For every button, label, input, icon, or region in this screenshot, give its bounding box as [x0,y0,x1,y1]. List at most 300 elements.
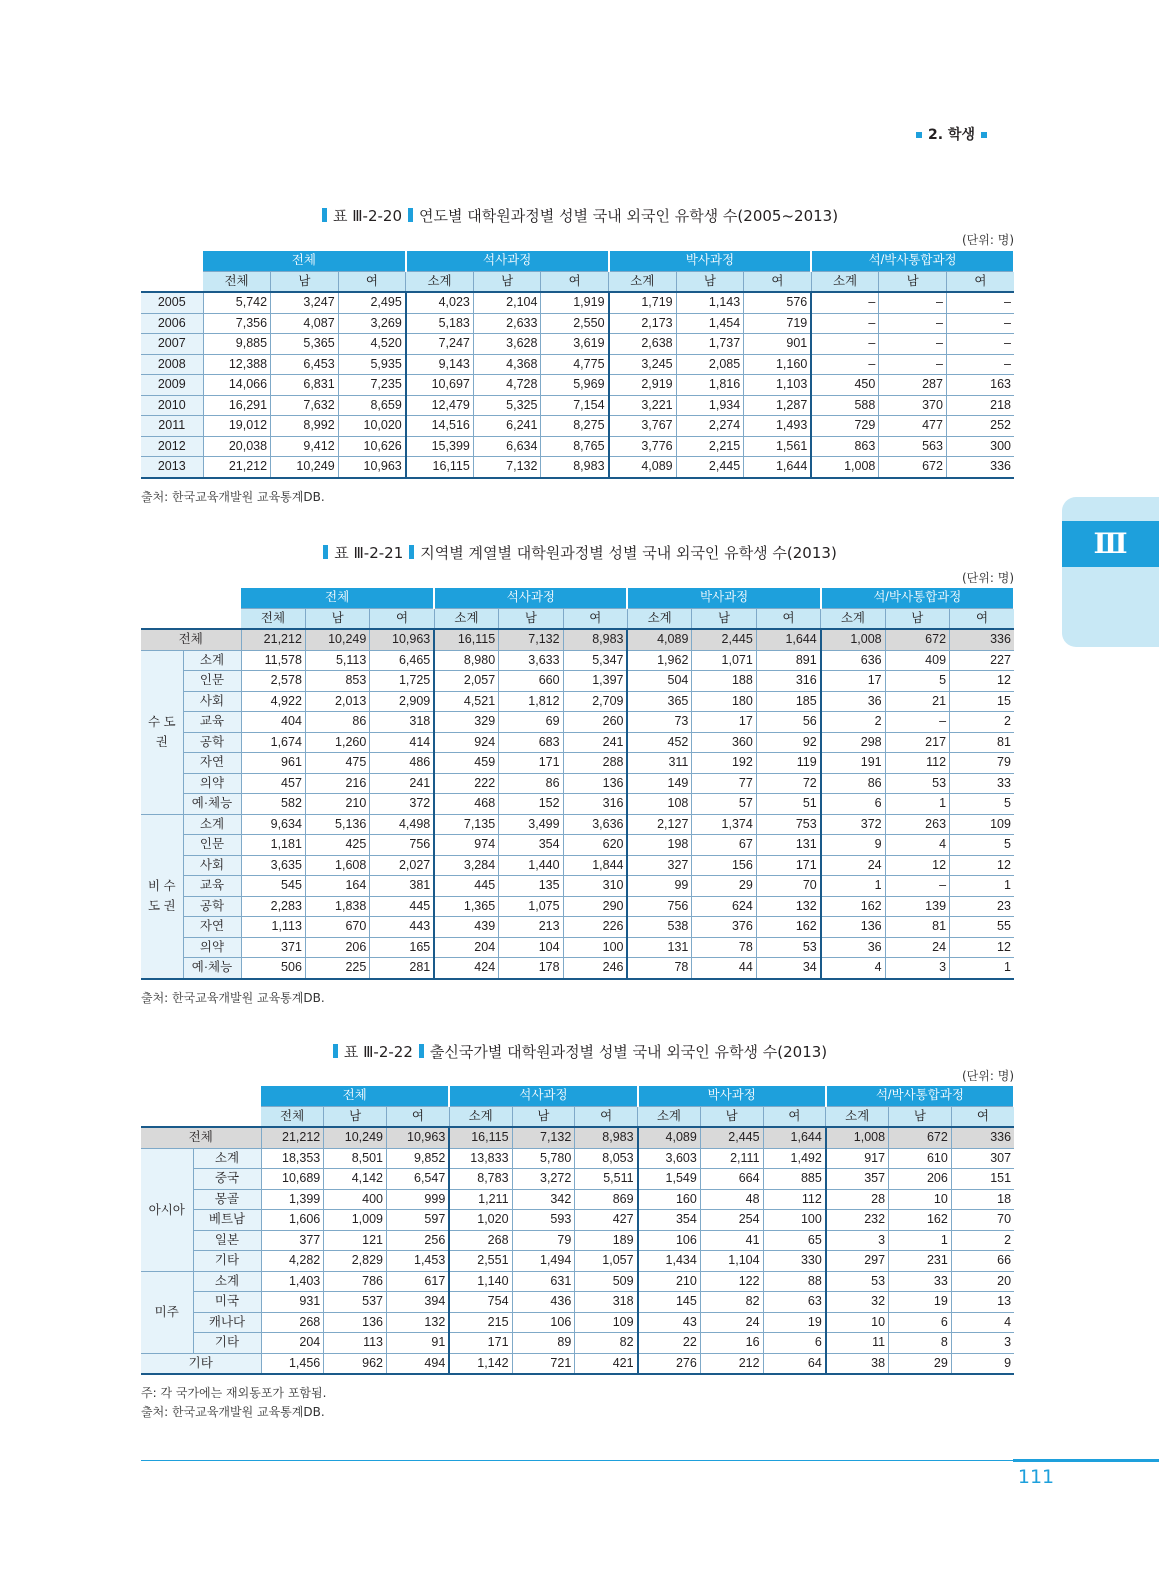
row-label: 2010 [141,395,203,416]
data-cell: 188 [692,671,756,692]
data-cell: 756 [627,896,691,917]
data-cell: 4 [951,1312,1014,1333]
data-cell: 16,115 [434,629,498,650]
data-cell: 10,626 [338,436,406,457]
header-row [141,1086,1014,1106]
column-header: 여 [951,1106,1014,1127]
column-header: 남 [324,1106,387,1127]
data-cell: 10,963 [370,629,434,650]
data-cell: 12,479 [406,395,474,416]
table-row [141,1353,1014,1374]
data-cell: 445 [434,876,498,897]
data-cell: 1,456 [261,1353,324,1374]
data-cell: 122 [700,1271,763,1292]
data-cell: 218 [946,395,1014,416]
data-cell: 210 [638,1271,701,1292]
data-cell: 53 [756,937,820,958]
table3-number: 표 Ⅲ-2-22 [343,1043,413,1061]
data-cell: 23 [950,896,1014,917]
row-label: 공학 [183,732,241,753]
table-row [141,773,1014,794]
column-header: 소계 [638,1106,701,1127]
data-cell: 1,494 [512,1251,575,1272]
data-cell: 16 [700,1333,763,1354]
data-cell: 1,644 [756,629,820,650]
data-cell: 79 [512,1230,575,1251]
group-header: 전체 [203,251,406,271]
data-cell: 336 [951,1127,1014,1148]
data-cell: 6 [889,1312,952,1333]
data-cell: 5 [950,835,1014,856]
data-cell: 1,492 [763,1148,826,1169]
data-cell: 3,284 [434,855,498,876]
column-header: 소계 [406,271,474,292]
data-cell: 3,776 [609,436,677,457]
data-cell: 14,066 [203,375,271,396]
data-cell: 1,142 [449,1353,512,1374]
data-cell: 8,053 [575,1148,638,1169]
data-cell: 1,919 [541,292,609,313]
data-cell: 57 [692,794,756,815]
row-label: 기타 [193,1333,261,1354]
group-header: 석/박사통합과정 [821,588,1014,608]
group-label: 아시아 [141,1148,193,1271]
data-cell: 2,550 [541,313,609,334]
data-cell: 576 [744,292,812,313]
table-row [141,650,1014,671]
data-cell: 204 [261,1333,324,1354]
data-cell: – [879,292,947,313]
data-cell: 3,628 [473,334,541,355]
data-cell: 670 [305,917,369,938]
data-cell: 1,934 [676,395,744,416]
data-cell: 106 [638,1230,701,1251]
column-header: 여 [338,271,406,292]
data-cell: 2,495 [338,292,406,313]
data-cell: 931 [261,1292,324,1313]
data-cell: 1,071 [692,650,756,671]
group-header: 석사과정 [449,1086,637,1106]
data-cell: 18 [951,1189,1014,1210]
data-cell: 17 [821,671,885,692]
row-label: 중국 [193,1169,261,1190]
data-cell: 241 [370,773,434,794]
data-cell: 3,269 [338,313,406,334]
data-cell: 597 [387,1210,450,1231]
row-label: 베트남 [193,1210,261,1231]
title-bar-icon [408,208,413,222]
data-cell: 1,075 [499,896,563,917]
data-cell: 7,135 [434,814,498,835]
data-cell: 28 [826,1189,889,1210]
data-cell: 8,275 [541,416,609,437]
data-cell: 4,282 [261,1251,324,1272]
group-label: 미주 [141,1271,193,1353]
data-cell: 1,008 [826,1127,889,1148]
row-label: 미국 [193,1292,261,1313]
data-cell: 342 [512,1189,575,1210]
table-row [141,855,1014,876]
data-cell: 1 [889,1230,952,1251]
data-cell: 163 [946,375,1014,396]
data-cell: 3,247 [271,292,339,313]
data-cell: – [811,313,879,334]
data-cell: 424 [434,958,498,979]
data-cell: – [885,712,949,733]
data-cell: 459 [434,753,498,774]
data-cell: 786 [324,1271,387,1292]
data-cell: 20,038 [203,436,271,457]
data-cell: 21,212 [261,1127,324,1148]
data-cell: 70 [756,876,820,897]
header-blank [141,588,241,629]
data-cell: 14,516 [406,416,474,437]
group-header: 석/박사통합과정 [811,251,1014,271]
group-header: 석/박사통합과정 [826,1086,1014,1106]
data-cell: 73 [627,712,691,733]
data-cell: 1,440 [499,855,563,876]
data-cell: 1,812 [499,691,563,712]
data-cell: 32 [826,1292,889,1313]
table-row [141,794,1014,815]
data-cell: 354 [638,1210,701,1231]
data-cell: 99 [627,876,691,897]
column-header: 소계 [449,1106,512,1127]
data-cell: 2,551 [449,1251,512,1272]
table-row [141,354,1014,375]
data-cell: 86 [305,712,369,733]
table1-number: 표 Ⅲ-2-20 [332,207,403,225]
data-cell: – [879,313,947,334]
data-cell: 10 [826,1312,889,1333]
column-header: 남 [676,271,744,292]
data-cell: 78 [692,937,756,958]
column-header: 여 [763,1106,826,1127]
data-cell: 151 [951,1169,1014,1190]
table1-title [141,205,1013,226]
header-row [141,588,1014,608]
header-blank [141,251,203,292]
column-header: 남 [512,1106,575,1127]
data-cell: 1,399 [261,1189,324,1210]
data-cell: 9 [951,1353,1014,1374]
data-cell: 4,521 [434,691,498,712]
data-cell: 4,498 [370,814,434,835]
data-cell: 135 [499,876,563,897]
data-cell: 86 [821,773,885,794]
data-cell: 2,909 [370,691,434,712]
data-cell: 5 [950,794,1014,815]
row-label: 자연 [183,917,241,938]
data-cell: 178 [499,958,563,979]
data-cell: 6 [821,794,885,815]
data-cell: 104 [499,937,563,958]
data-cell: 404 [241,712,305,733]
data-cell: 2,919 [609,375,677,396]
data-cell: 79 [950,753,1014,774]
chapter-tab[interactable] [1062,497,1159,647]
data-cell: 8,983 [575,1127,638,1148]
data-cell: – [946,354,1014,375]
row-label: 2008 [141,354,203,375]
data-cell: 8,983 [541,457,609,478]
data-cell: 162 [821,896,885,917]
table2-number: 표 Ⅲ-2-21 [334,544,404,562]
data-cell: 136 [324,1312,387,1333]
table-row [141,876,1014,897]
data-cell: 660 [499,671,563,692]
data-cell: 4,089 [609,457,677,478]
data-cell: 180 [692,691,756,712]
table-row [141,814,1014,835]
data-cell: 901 [744,334,812,355]
column-header: 전체 [241,608,305,629]
data-cell: 683 [499,732,563,753]
data-cell: 1,493 [744,416,812,437]
data-cell: 17 [692,712,756,733]
data-cell: 88 [763,1271,826,1292]
data-cell: 100 [763,1210,826,1231]
data-cell: 206 [889,1169,952,1190]
table-row [141,1189,1014,1210]
data-cell: 1,008 [821,629,885,650]
data-cell: 1 [885,794,949,815]
data-cell: 10,963 [387,1127,450,1148]
table2 [141,588,1015,980]
table1-source: 출처: 한국교육개발원 교육통계DB. [141,490,325,504]
data-cell: 100 [563,937,627,958]
data-cell: 222 [434,773,498,794]
data-cell: 44 [692,958,756,979]
data-cell: 5,742 [203,292,271,313]
group-header: 박사과정 [609,251,812,271]
data-cell: 610 [889,1148,952,1169]
data-cell: 425 [305,835,369,856]
data-cell: 162 [889,1210,952,1231]
data-cell: 225 [305,958,369,979]
data-cell: 112 [763,1189,826,1210]
data-cell: 1,374 [692,814,756,835]
data-cell: 1,287 [744,395,812,416]
data-cell: – [879,354,947,375]
data-cell: 468 [434,794,498,815]
data-cell: 439 [434,917,498,938]
data-cell: 64 [763,1353,826,1374]
data-cell: 1,725 [370,671,434,692]
data-cell: 160 [638,1189,701,1210]
data-cell: 477 [879,416,947,437]
data-cell: 3,603 [638,1148,701,1169]
data-cell: 198 [627,835,691,856]
data-cell: 36 [821,691,885,712]
table-row [141,1230,1014,1251]
data-cell: 216 [305,773,369,794]
data-cell: 486 [370,753,434,774]
data-cell: 1,674 [241,732,305,753]
data-cell: 452 [627,732,691,753]
data-cell: 494 [387,1353,450,1374]
data-cell: 370 [879,395,947,416]
data-cell: 254 [700,1210,763,1231]
data-cell: 664 [700,1169,763,1190]
row-label: 일본 [193,1230,261,1251]
data-cell: 537 [324,1292,387,1313]
data-cell: 1,103 [744,375,812,396]
data-cell: 252 [946,416,1014,437]
data-cell: 77 [692,773,756,794]
data-cell: 217 [885,732,949,753]
data-cell: 213 [499,917,563,938]
data-cell: 414 [370,732,434,753]
data-cell: 112 [885,753,949,774]
data-cell: – [946,313,1014,334]
data-cell: – [811,292,879,313]
data-cell: 139 [885,896,949,917]
data-cell: 260 [563,712,627,733]
table-row [141,1169,1014,1190]
table-row [141,457,1014,478]
data-cell: 3 [951,1333,1014,1354]
data-cell: 78 [627,958,691,979]
data-cell: 1,608 [305,855,369,876]
data-cell: 885 [763,1169,826,1190]
table-row [141,671,1014,692]
data-cell: 961 [241,753,305,774]
data-cell: 2 [951,1230,1014,1251]
data-cell: 617 [387,1271,450,1292]
column-header: 소계 [434,608,498,629]
column-header: 남 [889,1106,952,1127]
data-cell: 4,922 [241,691,305,712]
data-cell: 2,633 [473,313,541,334]
column-header: 여 [541,271,609,292]
data-cell: 1,737 [676,334,744,355]
table1-caption: 연도별 대학원과정별 성별 국내 외국인 유학생 수(2005~2013) [419,207,839,225]
data-cell: 754 [449,1292,512,1313]
data-cell: 636 [821,650,885,671]
data-cell: 8,501 [324,1148,387,1169]
data-cell: 5,511 [575,1169,638,1190]
data-cell: 4,087 [271,313,339,334]
data-cell: 53 [826,1271,889,1292]
data-cell: 1,104 [700,1251,763,1272]
table-row [141,1210,1014,1231]
row-label: 전체 [141,629,241,650]
square-icon [916,132,922,138]
data-cell: 13,833 [449,1148,512,1169]
data-cell: 89 [512,1333,575,1354]
table3-note: 주: 각 국가에는 재외동포가 포함됨. [141,1386,327,1400]
table-row [141,334,1014,355]
row-label: 소계 [183,650,241,671]
data-cell: 672 [879,457,947,478]
table-row [141,436,1014,457]
row-label: 2005 [141,292,203,313]
data-cell: 9,885 [203,334,271,355]
data-cell: 20 [951,1271,1014,1292]
row-label: 전체 [141,1127,261,1148]
data-cell: 2,638 [609,334,677,355]
data-cell: 311 [627,753,691,774]
data-cell: 1,057 [575,1251,638,1272]
data-cell: 891 [756,650,820,671]
data-cell: 82 [575,1333,638,1354]
data-cell: 2,085 [676,354,744,375]
data-cell: 9,852 [387,1148,450,1169]
data-cell: 215 [449,1312,512,1333]
data-cell: 1,181 [241,835,305,856]
data-cell: 307 [951,1148,1014,1169]
column-header: 남 [700,1106,763,1127]
table-row [141,395,1014,416]
data-cell: 108 [627,794,691,815]
data-cell: 10,963 [338,457,406,478]
data-cell: 316 [756,671,820,692]
data-cell: 2,173 [609,313,677,334]
data-cell: 863 [811,436,879,457]
table3 [141,1086,1015,1375]
data-cell: 246 [563,958,627,979]
data-cell: 506 [241,958,305,979]
data-cell: 145 [638,1292,701,1313]
data-cell: 3,499 [499,814,563,835]
table-row [141,937,1014,958]
data-cell: 70 [951,1210,1014,1231]
data-cell: 7,132 [499,629,563,650]
data-cell: 4,775 [541,354,609,375]
data-cell: 336 [950,629,1014,650]
data-cell: 206 [305,937,369,958]
column-header: 남 [879,271,947,292]
data-cell: 2,578 [241,671,305,692]
data-cell: 1,561 [744,436,812,457]
data-cell: 9,143 [406,354,474,375]
data-cell: 297 [826,1251,889,1272]
group-label: 수 도 권 [141,650,183,814]
column-header: 남 [271,271,339,292]
data-cell: 2,127 [627,814,691,835]
data-cell: 2,215 [676,436,744,457]
data-cell: 1,606 [261,1210,324,1231]
data-cell: 7,154 [541,395,609,416]
data-cell: 1,962 [627,650,691,671]
data-cell: 593 [512,1210,575,1231]
data-cell: 38 [826,1353,889,1374]
data-cell: 72 [756,773,820,794]
data-cell: 999 [387,1189,450,1210]
data-cell: 445 [370,896,434,917]
row-label: 2012 [141,436,203,457]
data-cell: 545 [241,876,305,897]
data-cell: 86 [499,773,563,794]
data-cell: 3,221 [609,395,677,416]
table-row [141,896,1014,917]
data-cell: 171 [756,855,820,876]
data-cell: 63 [763,1292,826,1313]
data-cell: 427 [575,1210,638,1231]
data-cell: 336 [946,457,1014,478]
data-cell: 624 [692,896,756,917]
column-header: 여 [563,608,627,629]
data-cell: 1 [950,876,1014,897]
data-cell: 13 [951,1292,1014,1313]
group-header: 박사과정 [638,1086,826,1106]
data-cell: 8,983 [563,629,627,650]
row-label: 소계 [183,814,241,835]
data-cell: 409 [885,650,949,671]
data-cell: 4,142 [324,1169,387,1190]
data-cell: 18,353 [261,1148,324,1169]
